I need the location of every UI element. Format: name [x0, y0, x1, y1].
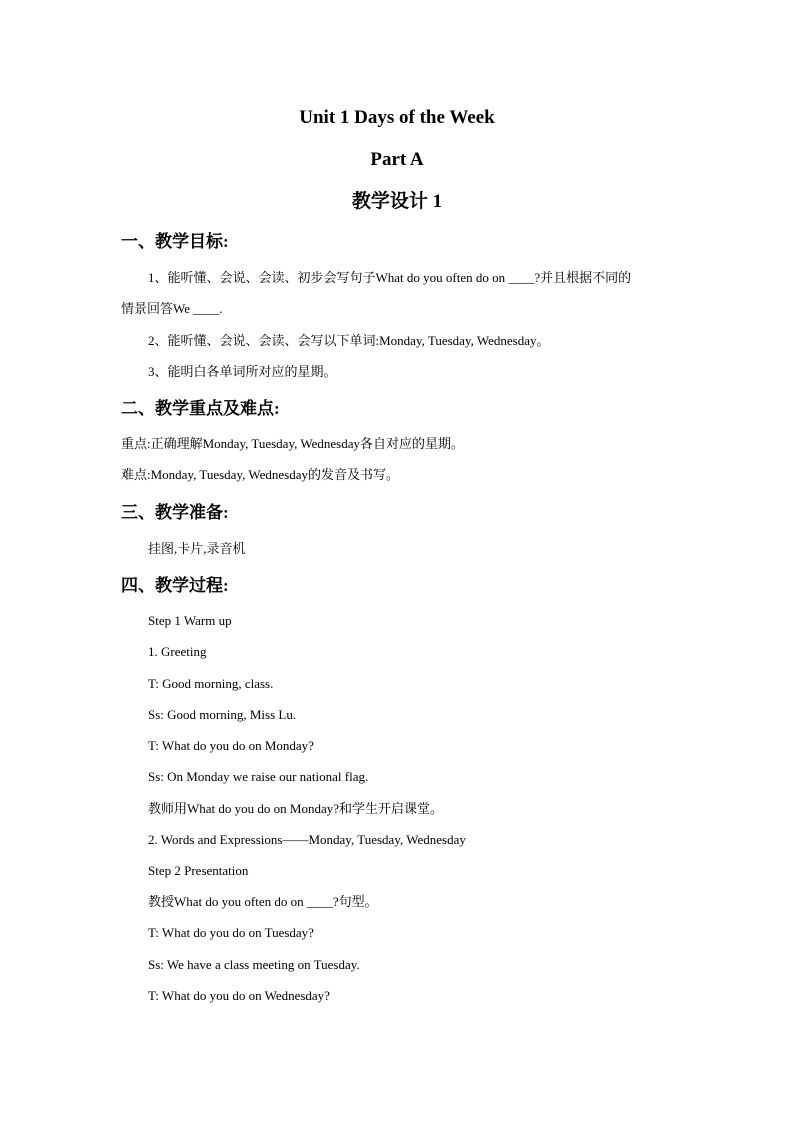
- process-line: T: Good morning, class.: [148, 676, 274, 691]
- part-title: Part A: [370, 149, 424, 170]
- objective-1-line-1: 1、能听懂、会说、会读、初步会写句子What do you often do on ____?并且根据不同的: [148, 270, 632, 285]
- section-heading-key-points: 二、教学重点及难点:: [121, 399, 280, 418]
- section-heading-objectives: 一、教学目标:: [121, 232, 229, 251]
- process-line: Ss: Good morning, Miss Lu.: [148, 707, 297, 722]
- process-line: 2. Words and Expressions——Monday, Tuesday, Wednesday: [148, 832, 466, 847]
- process-line: Ss: We have a class meeting on Tuesday.: [148, 957, 360, 972]
- section-heading-process: 四、教学过程:: [121, 576, 229, 595]
- objective-3: 3、能明白各单词所对应的星期。: [148, 364, 337, 379]
- process-line: T: What do you do on Tuesday?: [148, 925, 314, 940]
- objective-1-line-2: 情景回答We ____.: [121, 301, 223, 316]
- process-line: Step 1 Warm up: [148, 613, 232, 628]
- process-line: Step 2 Presentation: [148, 863, 249, 878]
- process-line: T: What do you do on Monday?: [148, 738, 314, 753]
- difficult-point: 难点:Monday, Tuesday, Wednesday的发音及书写。: [121, 467, 399, 482]
- process-line: 教授What do you often do on ____?句型。: [148, 894, 378, 909]
- process-line: Ss: On Monday we raise our national flag.: [148, 769, 369, 784]
- process-line: T: What do you do on Wednesday?: [148, 988, 330, 1003]
- process-line: 1. Greeting: [148, 644, 207, 659]
- section-heading-preparation: 三、教学准备:: [121, 503, 229, 522]
- process-line: 教师用What do you do on Monday?和学生开启课堂。: [148, 801, 444, 816]
- materials: 挂图,卡片,录音机: [148, 541, 246, 556]
- design-title: 教学设计 1: [351, 191, 443, 212]
- key-point: 重点:正确理解Monday, Tuesday, Wednesday各自对应的星期。: [121, 436, 464, 451]
- objective-2: 2、能听懂、会说、会读、会写以下单词:Monday, Tuesday, Wednesday。: [148, 333, 550, 348]
- document-title: Unit 1 Days of the Week: [299, 107, 495, 128]
